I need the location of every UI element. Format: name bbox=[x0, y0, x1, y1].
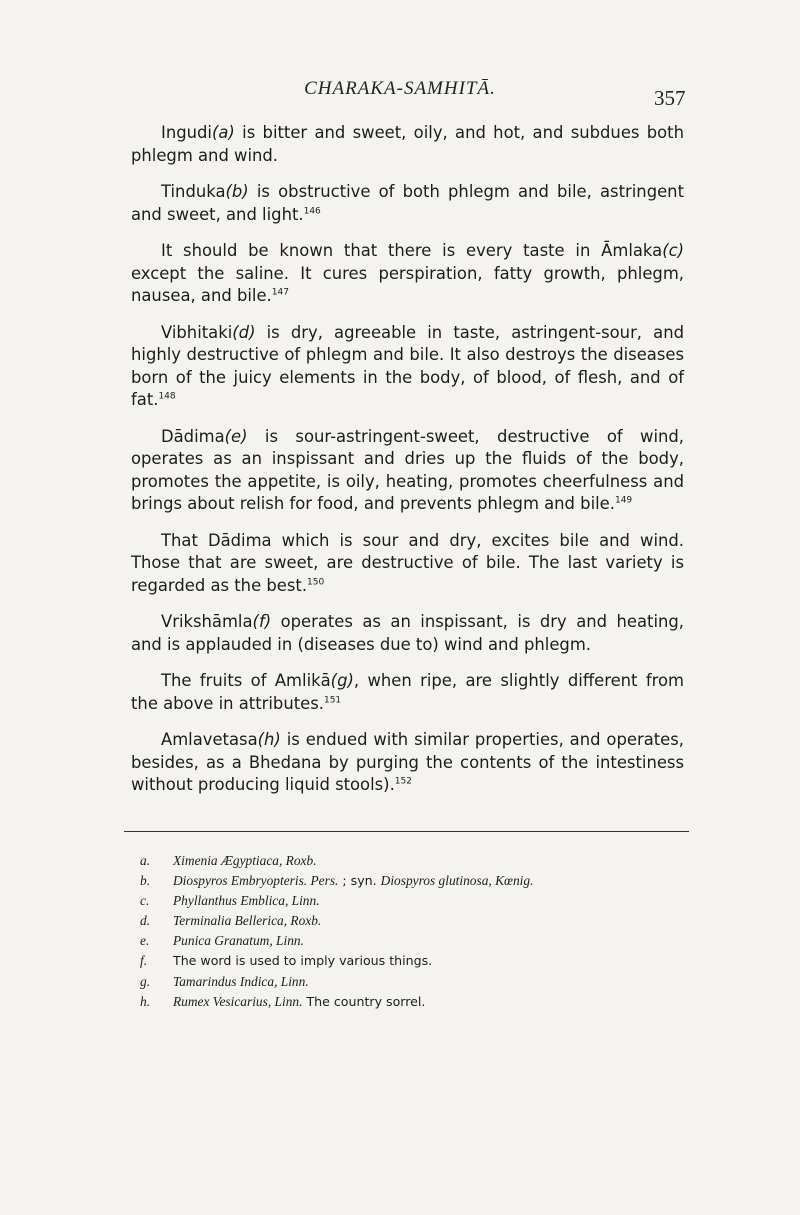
footnote bbox=[140, 972, 680, 992]
paragraph-text: operates as an inspissant, is dry and heating, and is applauded in (diseases due to) wind and phlegm. bbox=[131, 612, 684, 654]
footnote bbox=[140, 951, 680, 971]
footnote-botanical-name: Diospyros Embryopteris. Pers. bbox=[173, 873, 339, 889]
footnote-letter: g. bbox=[140, 973, 151, 989]
footnote-ref: (g) bbox=[330, 671, 354, 690]
footnote bbox=[140, 992, 680, 1012]
paragraph-text: except the saline. It cures perspiration, fatty growth, phlegm, nausea, and bile. bbox=[131, 263, 684, 305]
paragraph bbox=[131, 322, 684, 412]
paragraph-text: is bitter and sweet, oily, and hot, and subdues both phlegm and wind. bbox=[131, 123, 684, 165]
footnote-botanical-name: Punica Granatum, Linn. bbox=[173, 933, 304, 949]
footnote bbox=[140, 871, 680, 891]
footnote-text: ; syn. bbox=[338, 873, 381, 889]
footnote bbox=[140, 931, 680, 951]
paragraph-lead: The fruits of Amlikā bbox=[161, 671, 331, 690]
paragraph bbox=[131, 240, 684, 308]
paragraph-text: is dry, agreeable in taste, astringent-sour, and highly destructive of phlegm and bile. It also destroys the diseases born of the juicy elements in the body, of blood, of flesh, and of fat. bbox=[131, 322, 684, 409]
footnote-letter: e. bbox=[140, 933, 150, 949]
paragraph-text: is sour-astringent-sweet, destructive of wind, operates as an inspissant and dries up the fluids of the body, promotes the appetite, is oily, heating, promotes cheerfulness and brings about relish for food, and prevents phlegm and bile. bbox=[131, 426, 684, 513]
verse-number: 147 bbox=[271, 287, 289, 298]
footnote-letter: f. bbox=[140, 953, 148, 969]
footnote-ref: (a) bbox=[211, 123, 235, 142]
verse-number: 148 bbox=[158, 391, 176, 402]
footnotes bbox=[140, 851, 680, 1012]
paragraph bbox=[131, 426, 684, 516]
verse-number: 151 bbox=[323, 695, 342, 706]
paragraph-text: is endued with similar properties, and operates, besides, as a Bhedana by purging the contents of the intestiness without producing liquid stools). bbox=[131, 730, 684, 794]
verse-number: 152 bbox=[394, 776, 412, 787]
paragraph-lead: Vrikshāmla bbox=[161, 612, 253, 631]
paragraph-lead: Ingudi bbox=[161, 123, 212, 142]
footnote bbox=[140, 911, 680, 931]
footnote bbox=[140, 851, 680, 871]
page-number: 357 bbox=[654, 86, 686, 110]
paragraph bbox=[131, 611, 684, 656]
body-text bbox=[131, 122, 684, 811]
paragraph bbox=[131, 670, 684, 715]
footnote-botanical-name: Phyllanthus Emblica, Linn. bbox=[173, 893, 320, 909]
footnote-ref: (e) bbox=[224, 426, 248, 446]
paragraph-text: , when ripe, are slightly different from the above in attributes. bbox=[131, 671, 685, 713]
footnote-letter: h. bbox=[140, 993, 151, 1009]
footnote-botanical-name: Rumex Vesicarius, Linn. bbox=[173, 993, 303, 1009]
running-title: CHARAKA-SAMHITĀ. bbox=[304, 78, 496, 99]
paragraph-text: is obstructive of both phlegm and bile, astringent and sweet, and light. bbox=[131, 182, 684, 224]
verse-number: 146 bbox=[303, 206, 321, 217]
footnote-synonym: Diospyros glutinosa, Kœnig. bbox=[380, 873, 534, 889]
footnote-botanical-name: Tamarindus Indica, Linn. bbox=[173, 973, 309, 989]
footnote-ref: (f) bbox=[252, 612, 272, 631]
paragraph bbox=[131, 530, 684, 598]
footnote-letter: d. bbox=[140, 913, 151, 929]
footnote-divider bbox=[124, 831, 689, 832]
paragraph-lead: Vibhitaki bbox=[161, 322, 233, 342]
footnote-text: The word is used to imply various things. bbox=[173, 953, 433, 969]
footnote-letter: a. bbox=[140, 853, 151, 868]
paragraph-lead: It should be known that there is every taste in Āmlaka bbox=[161, 241, 663, 260]
paragraph-lead: Amlavetasa bbox=[161, 730, 258, 749]
footnote-ref: (d) bbox=[232, 322, 256, 342]
footnote-ref: (b) bbox=[225, 182, 249, 201]
paragraph bbox=[131, 729, 684, 797]
footnote-ref: (h) bbox=[257, 730, 281, 749]
footnote-letter: c. bbox=[140, 893, 150, 909]
paragraph-lead: Tinduka bbox=[161, 182, 226, 201]
footnote-letter: b. bbox=[140, 873, 151, 889]
footnote bbox=[140, 891, 680, 911]
verse-number: 149 bbox=[614, 495, 633, 506]
verse-number: 150 bbox=[307, 577, 325, 588]
paragraph bbox=[131, 181, 684, 226]
paragraph-lead: Dādima bbox=[161, 426, 225, 446]
paragraph-lead: That Dādima which is sour and dry, excites bile and wind. Those that are sweet, are destructive of bile. The last variety is regarded as the best. bbox=[131, 530, 684, 595]
footnote-botanical-name: Ximenia Ægyptiaca, Roxb. bbox=[173, 853, 317, 868]
footnote-botanical-name: Terminalia Bellerica, Roxb. bbox=[173, 913, 322, 929]
footnote-text: The country sorrel. bbox=[302, 993, 426, 1009]
footnote-ref: (c) bbox=[662, 241, 684, 260]
paragraph bbox=[131, 122, 684, 167]
